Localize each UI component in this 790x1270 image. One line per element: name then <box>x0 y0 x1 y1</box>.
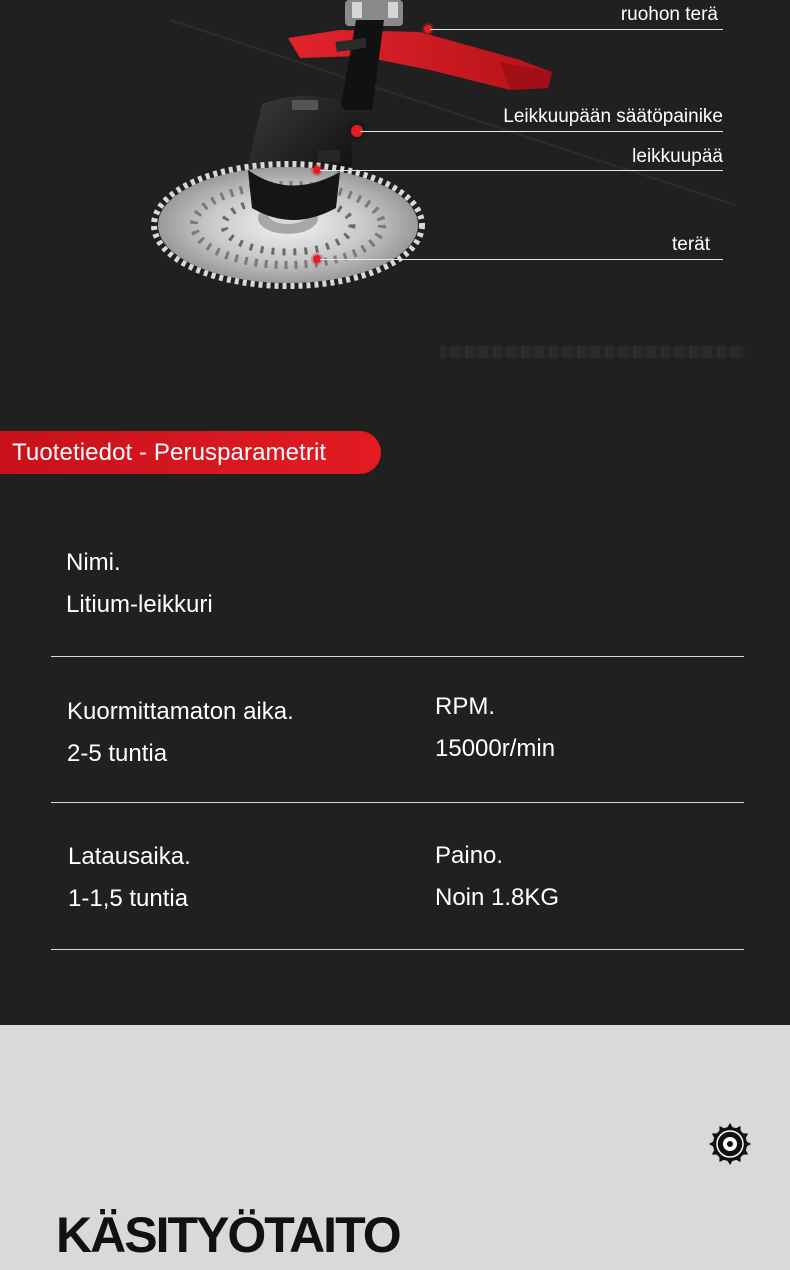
callout-label-cutting-head: leikkuupää <box>632 146 723 167</box>
spec-label-rpm: RPM. <box>435 693 495 720</box>
faint-texture <box>440 346 745 358</box>
spec-label-charge: Latausaika. <box>68 843 191 870</box>
spec-value-name: Litium-leikkuri <box>66 591 213 618</box>
spec-value-rpm: 15000r/min <box>435 735 556 762</box>
spec-row-runtime-rpm <box>51 657 744 803</box>
section-tag: Tuotetiedot - Perusparametrit <box>0 431 381 474</box>
spec-cell-name <box>66 551 213 617</box>
spec-label-name: Nimi. <box>66 549 121 576</box>
craft-title: KÄSITYÖTAITO <box>56 1207 400 1263</box>
spec-label-weight: Paino. <box>435 842 504 869</box>
spec-label-runtime: Kuormittamaton aika. <box>67 698 294 725</box>
callout-line-blades <box>320 259 723 260</box>
circular-saw-badge-icon <box>708 1122 752 1166</box>
saw-blade-icon <box>154 164 422 286</box>
callout-label-head-adjust-button: Leikkuupään säätöpainike <box>503 106 723 127</box>
product-hero <box>0 0 790 400</box>
spec-row-charge-weight <box>51 803 744 950</box>
callout-label-blades: terät <box>671 234 710 255</box>
spec-value-charge: 1-1,5 tuntia <box>68 885 189 912</box>
spec-cell-weight <box>435 844 559 910</box>
spec-cell-charge <box>68 845 191 911</box>
spec-value-weight: Noin 1.8KG <box>435 884 560 911</box>
callout-line-cutting-head <box>320 170 723 171</box>
spec-cell-rpm <box>435 695 555 761</box>
spec-cell-runtime <box>67 700 294 766</box>
trimmer-illustration <box>0 0 790 400</box>
callout-line-grass-blade <box>430 29 723 30</box>
spec-row-name <box>51 540 744 657</box>
callout-label-grass-blade: ruohon terä <box>620 4 718 25</box>
callout-line-head-adjust-button <box>360 131 723 132</box>
spec-value-runtime: 2-5 tuntia <box>67 740 168 767</box>
